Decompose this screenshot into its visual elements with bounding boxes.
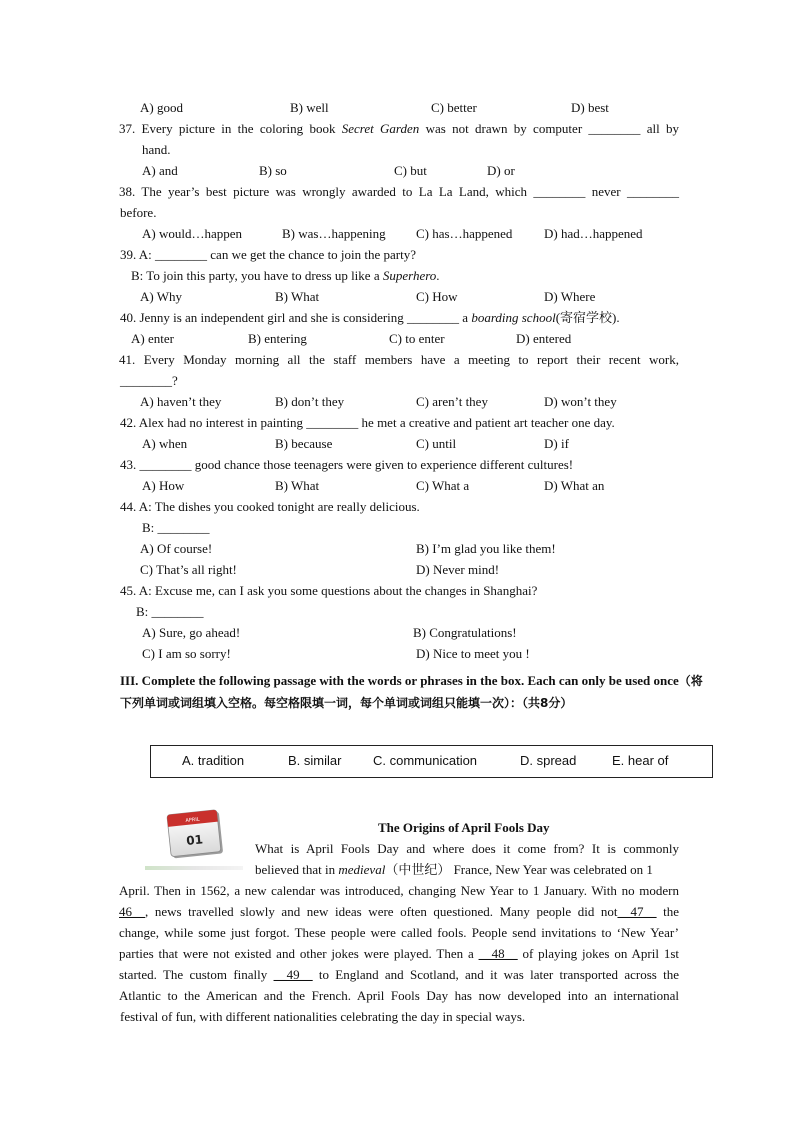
q38-question-cont: before. [120, 205, 157, 220]
q45-question: 45. A: Excuse me, can I ask you some questions about the changes in Shanghai? [120, 583, 538, 598]
q41-option-b: B) don’t they [275, 394, 345, 409]
q39-option-a: A) Why [140, 289, 183, 304]
blank-46: 46__ [119, 904, 145, 919]
q42-option-b: B) because [275, 436, 333, 451]
passage-line-3: April. Then in 1562, a new calendar was introduced, changing New Year to 1 January. With no modern [119, 883, 679, 898]
blank-47: __47__ [617, 904, 657, 919]
passage-line-2: believed that in medieval（中世纪） France, New Year was celebrated on 1 [255, 862, 653, 877]
q44-option-c: C) That’s all right! [140, 562, 237, 577]
q39-option-b: B) What [275, 289, 320, 304]
q39-option-c: C) How [416, 289, 458, 304]
blank-49: __49__ [273, 967, 313, 982]
section-heading-en: III. Complete the following passage with the words or phrases in the box. Each can only be used once [120, 673, 679, 688]
calendar-month: APRIL [185, 816, 200, 825]
q40-question: 40. Jenny is an independent girl and she is considering ________ a boarding school(寄宿学校). [120, 310, 620, 325]
word-box-item-e: E. hear of [612, 753, 669, 768]
q41-option-c: C) aren’t they [416, 394, 488, 409]
q37-question-cont: hand. [142, 142, 171, 157]
q42-option-a: A) when [142, 436, 188, 451]
q38-option-a: A) would…happen [142, 226, 243, 241]
q40-option-b: B) entering [248, 331, 307, 346]
q40-option-a: A) enter [131, 331, 174, 346]
q39-response: B: To join this party, you have to dress up like a Superhero. [131, 268, 440, 283]
word-box-item-c: C. communication [373, 753, 478, 768]
q45-option-d: D) Nice to meet you ! [416, 646, 530, 661]
q38-option-c: C) has…happened [416, 226, 513, 241]
q38-option-d: D) had…happened [544, 226, 643, 241]
q44-option-b: B) I’m glad you like them! [416, 541, 556, 556]
q37-question: 37. Every picture in the coloring book Secret Garden was not drawn by computer ________ all by [119, 121, 680, 136]
q37-option-b: B) so [259, 163, 287, 178]
passage-line-5: change, while some just forgot. These people were called fools. People send invitations to ‘New Year’ [119, 925, 679, 940]
passage-title: The Origins of April Fools Day [378, 820, 550, 835]
q44-response: B: ________ [142, 520, 210, 535]
q36-option-d: D) best [571, 100, 609, 115]
q41-question: 41. Every Monday morning all the staff members have a meeting to report their recent work, [119, 352, 679, 367]
q42-option-d: D) if [544, 436, 569, 451]
q42-question: 42. Alex had no interest in painting ________ he met a creative and patient art teacher one day. [120, 415, 615, 430]
q37-option-d: D) or [487, 163, 515, 178]
q39-option-d: D) Where [544, 289, 596, 304]
word-box-item-a: A. tradition [182, 753, 245, 768]
word-box-item-b: B. similar [288, 753, 342, 768]
q43-option-c: C) What a [416, 478, 470, 493]
q37-option-a: A) and [142, 163, 178, 178]
q36-option-c: C) better [431, 100, 477, 115]
q43-question: 43. ________ good chance those teenagers were given to experience different cultures! [120, 457, 574, 472]
q39-question: 39. A: ________ can we get the chance to join the party? [120, 247, 417, 262]
q44-option-d: D) Never mind! [416, 562, 500, 577]
passage-line-6: parties that were not existed and other jokes were played. Then a __48__ of playing jokes on April 1st [119, 946, 679, 961]
passage-line-4: 46__, news travelled slowly and new ideas were often questioned. Many people did not__47__ the [119, 904, 679, 919]
word-box [150, 745, 713, 778]
q43-option-a: A) How [142, 478, 185, 493]
passage-line-8: Atlantic to the American and the French. April Fools Day has now developed into an international [119, 988, 679, 1003]
q37-option-c: C) but [394, 163, 427, 178]
q45-option-b: B) Congratulations! [413, 625, 517, 640]
q41-option-a: A) haven’t they [140, 394, 222, 409]
q38-question: 38. The year’s best picture was wrongly awarded to La La Land, which ________ never ________ [119, 184, 679, 199]
section-heading [120, 670, 710, 714]
q36-option-a: A) good [140, 100, 183, 115]
q36-option-b: B) well [290, 100, 329, 115]
q40-option-d: D) entered [516, 331, 572, 346]
q45-response: B: ________ [136, 604, 204, 619]
q43-option-b: B) What [275, 478, 320, 493]
passage-line-1: What is April Fools Day and where does it come from? It is commonly [255, 841, 679, 856]
q41-question-cont: ________? [120, 373, 178, 388]
passage-line-7: started. The custom finally __49__ to England and Scotland, and it was later transported across the [119, 967, 679, 982]
q45-option-c: C) I am so sorry! [142, 646, 231, 661]
section-heading-zh: （将下列单词或词组填入空格。每空格限填一词，每个单词或词组只能填一次）：（共8分） [120, 674, 703, 710]
calendar-shadow [145, 866, 243, 870]
q45-option-a: A) Sure, go ahead! [142, 625, 241, 640]
calendar-day: 01 [185, 832, 204, 849]
q42-option-c: C) until [416, 436, 457, 451]
q44-option-a: A) Of course! [140, 541, 213, 556]
passage-line-9: festival of fun, with different nationalities celebrating the day in special ways. [120, 1009, 526, 1024]
blank-48: __48__ [478, 946, 518, 961]
q38-option-b: B) was…happening [282, 226, 386, 241]
word-box-item-d: D. spread [520, 753, 577, 768]
calendar-icon [165, 808, 227, 860]
q44-question: 44. A: The dishes you cooked tonight are really delicious. [120, 499, 420, 514]
q40-option-c: C) to enter [389, 331, 445, 346]
q43-option-d: D) What an [544, 478, 605, 493]
q41-option-d: D) won’t they [544, 394, 617, 409]
